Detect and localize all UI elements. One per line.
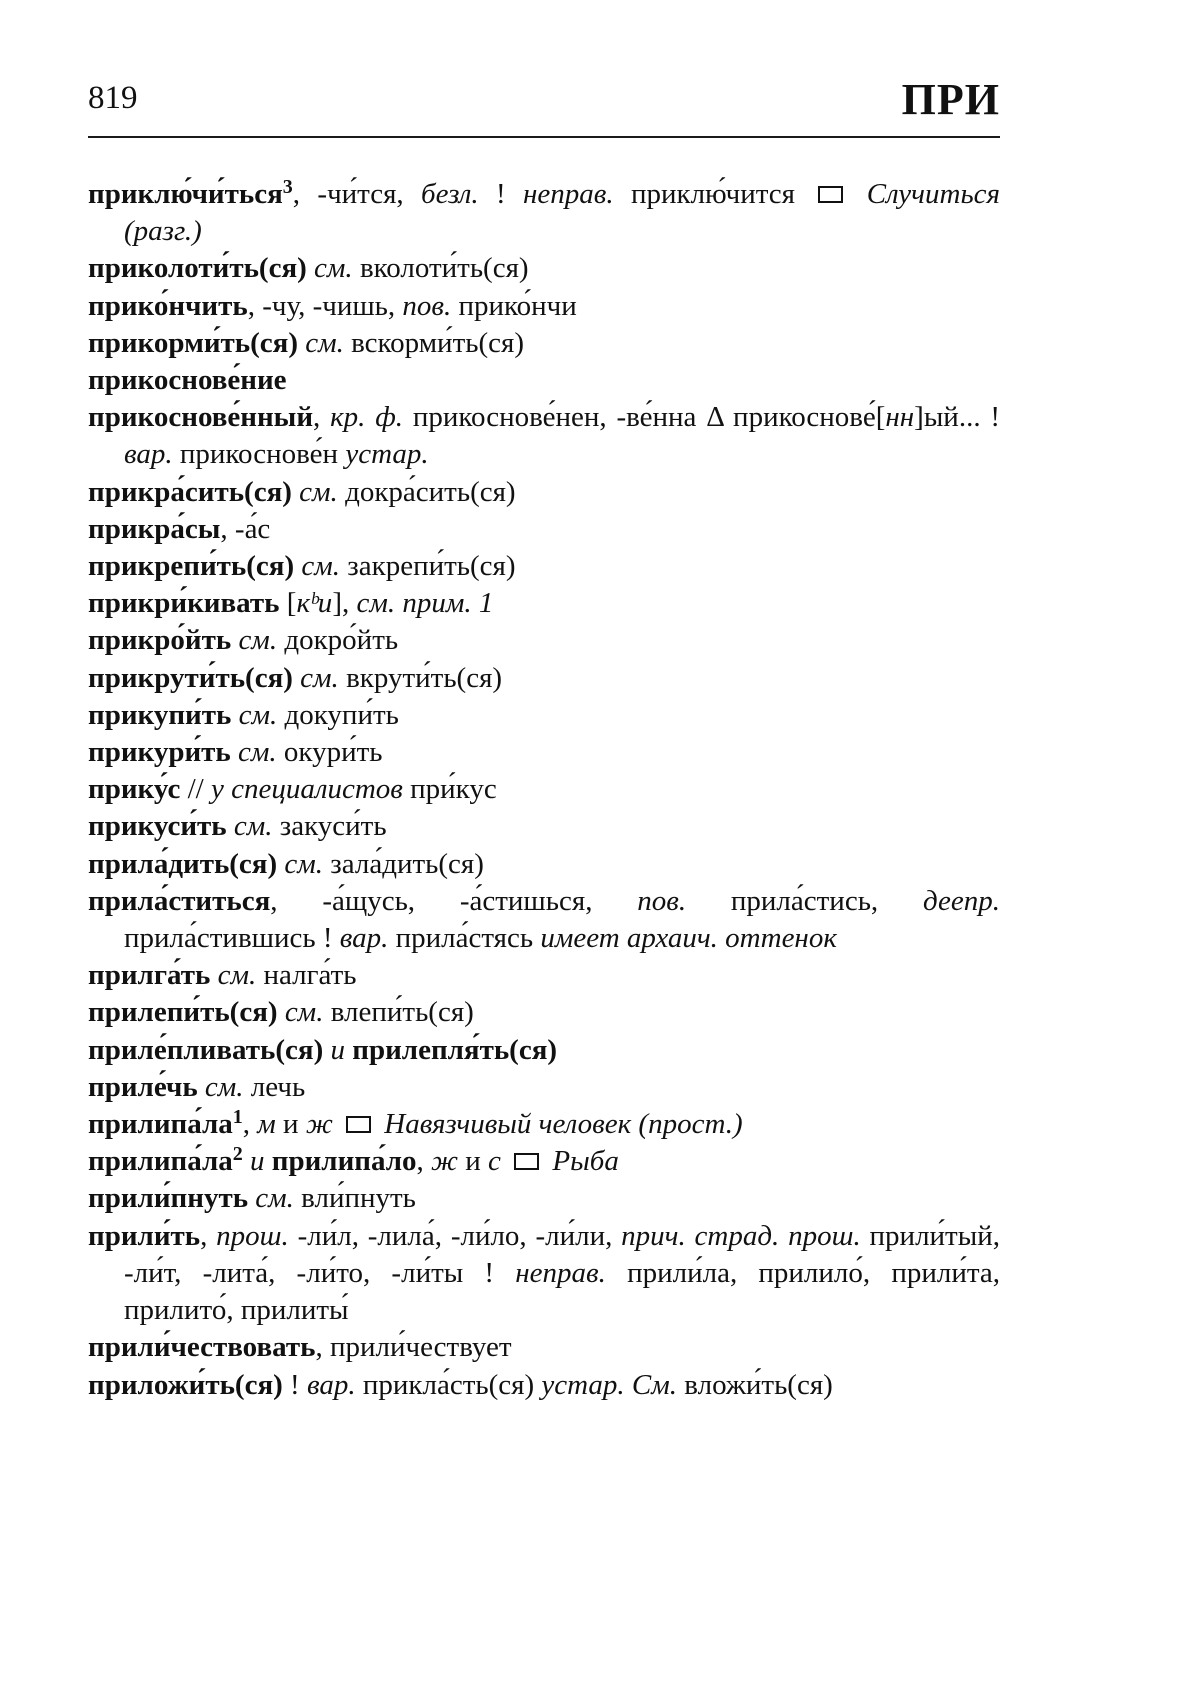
dictionary-entry (88, 362, 1000, 399)
headword: прико́нчить (88, 289, 248, 322)
grammar-note: с (488, 1145, 501, 1178)
entry-text (198, 1071, 205, 1103)
entry-text: закуси́ть (272, 810, 387, 843)
entry-text: и (458, 1145, 489, 1178)
entry-text: зала́дить(ся) (323, 847, 484, 880)
entry-text: ]ый... ! (914, 401, 1001, 434)
dictionary-entry (88, 176, 1000, 250)
headword: приле́пливать(ся) (88, 1033, 324, 1066)
entry-text: прили́ла, прилило́, прили́та, прилито́, прилиты́ (124, 1256, 1001, 1327)
dictionary-entry (88, 808, 1000, 845)
entry-text: -ли́л, -лила́, -ли́ло, -ли́ли, (288, 1219, 622, 1252)
grammar-note: см. (238, 736, 277, 769)
grammar-note: кᵇи (296, 587, 333, 620)
entry-text: закрепи́ть(ся) (340, 550, 516, 583)
entry-text: и (275, 1108, 306, 1141)
page-number: 819 (88, 80, 138, 116)
dictionary-entry (88, 1180, 1000, 1217)
dictionary-entry (88, 1069, 1000, 1106)
entry-text: // (180, 773, 211, 806)
grammar-note: неправ. (515, 1256, 606, 1289)
entry-text (210, 959, 217, 991)
grammar-note: устар. См. (541, 1368, 678, 1401)
grammar-note: прош. (216, 1219, 289, 1252)
grammar-note: и (250, 1145, 265, 1178)
headword: прилга́ть (88, 959, 211, 992)
dictionary-entry (88, 250, 1000, 287)
entry-text: прикоснове́нен, -ве́нна Δ прикоснове́[ (403, 401, 886, 434)
entry-text: докро́йть (277, 624, 399, 657)
headword: прикорми́ть(ся) (88, 326, 298, 359)
entry-text: [ (279, 587, 297, 620)
entry-text: вскорми́ть(ся) (343, 326, 524, 359)
grammar-note: см. (255, 1182, 294, 1215)
entry-text (231, 699, 238, 731)
grammar-note: нн (885, 401, 915, 434)
grammar-note: см. (301, 550, 341, 583)
entry-text (227, 810, 234, 842)
dictionary-entry (88, 288, 1000, 325)
definition-box-icon (514, 1153, 539, 1170)
dictionary-entry (88, 474, 1000, 511)
entry-text: , -чу, -чишь, (247, 289, 403, 322)
headword: прилипа́ло (271, 1145, 417, 1178)
entry-text: прикла́сть(ся) (355, 1368, 542, 1401)
headword: прилипа́ла (88, 1108, 233, 1141)
headword: прикуси́ть (88, 810, 227, 843)
grammar-note: и (330, 1033, 345, 1066)
grammar-note: ж (305, 1108, 333, 1141)
entry-text: , -а́щусь, -а́стишься, (270, 884, 638, 917)
dictionary-entry (88, 1032, 1000, 1069)
entry-text: прила́стившись ! (124, 922, 340, 955)
dictionary-entry (88, 771, 1000, 808)
entry-text: прили́тый, -ли́т, -лита́, -ли́то, -ли́ты ! (124, 1219, 1000, 1289)
grammar-note: см. (217, 959, 257, 992)
headword: приле́чь (88, 1070, 198, 1103)
entry-text: вкрути́ть(ся) (338, 661, 503, 694)
grammar-note: см. (314, 252, 353, 285)
headword: прилепля́ть(ся) (352, 1033, 558, 1066)
running-head: ПРИ (901, 75, 1000, 124)
dictionary-entry (88, 399, 1000, 473)
grammar-note: см. (233, 810, 273, 843)
grammar-note: прич. страд. прош. (621, 1219, 861, 1252)
headword: прилипа́ла (88, 1145, 233, 1178)
entry-text (278, 996, 285, 1028)
headword: прила́ститься (88, 884, 271, 917)
dictionary-entry (88, 994, 1000, 1031)
grammar-note: вар. (306, 1368, 356, 1401)
entry-text: прико́нчи (451, 289, 577, 322)
entry-text (265, 1145, 272, 1177)
entry-text: вли́пнуть (293, 1182, 416, 1215)
entry-text: при́кус (402, 773, 497, 806)
dictionary-entry (88, 1218, 1000, 1330)
headword: прикра́сы (88, 512, 221, 545)
entry-text: окури́ть (276, 736, 383, 769)
dictionary-entry (88, 846, 1000, 883)
entry-text: прила́стясь (388, 922, 541, 955)
entry-text: влепи́ть(ся) (323, 996, 474, 1029)
headword: прикури́ть (88, 736, 231, 769)
entry-text: прикоснове́н (172, 438, 346, 471)
headword: прили́ть (88, 1219, 201, 1252)
definition-box-icon (346, 1116, 371, 1133)
entry-text: , прили́чествует (315, 1331, 512, 1364)
grammar-note: пов. (637, 884, 687, 917)
dictionary-entry (88, 548, 1000, 585)
grammar-note: Навязчивый человек (прост.) (377, 1108, 743, 1141)
grammar-note: ж (431, 1145, 459, 1178)
headword: прикоснове́нный (88, 401, 314, 434)
homonym-index: 3 (282, 176, 293, 198)
headword: прили́пнуть (88, 1182, 249, 1215)
dictionary-entry (88, 883, 1000, 957)
entry-text: , (200, 1219, 217, 1252)
header-rule (88, 136, 1000, 138)
dictionary-entry (88, 511, 1000, 548)
grammar-note: м (257, 1108, 276, 1141)
dictionary-entry (88, 734, 1000, 771)
entry-text (231, 736, 238, 768)
dictionary-entry (88, 622, 1000, 659)
entry-text: , -чи́тся, (292, 178, 422, 210)
grammar-note: см. (284, 996, 324, 1029)
headword: прикро́йть (88, 624, 232, 657)
dictionary-entry (88, 1367, 1000, 1404)
dictionary-entry (88, 660, 1000, 697)
headword: прила́дить(ся) (88, 847, 278, 880)
headword: прилепи́ть(ся) (88, 996, 278, 1029)
grammar-note: вар. (339, 922, 389, 955)
dictionary-entry (88, 585, 1000, 622)
grammar-note: Рыба (545, 1145, 619, 1178)
entry-text: вколоти́ть(ся) (352, 252, 529, 285)
entry-text: ], (332, 587, 357, 620)
dictionary-entry (88, 1329, 1000, 1366)
entry-text (307, 252, 314, 284)
entry-text: , (242, 1108, 258, 1141)
headword: прикупи́ть (88, 698, 232, 731)
grammar-note: см. (238, 698, 278, 731)
grammar-note: см. (299, 475, 338, 508)
headword: приклю́чи́ться (88, 178, 283, 210)
grammar-note: деепр. (922, 884, 1001, 917)
grammar-note: см. прим. 1 (356, 587, 494, 620)
grammar-note: см. (284, 847, 324, 880)
grammar-note: кр. ф. (330, 401, 404, 434)
headword: прили́чествовать (88, 1331, 316, 1364)
grammar-note: см. (305, 326, 344, 359)
entry-text: докупи́ть (277, 698, 399, 731)
homonym-index: 1 (232, 1106, 243, 1129)
grammar-note: безл. (421, 178, 479, 210)
headword: прикра́сить(ся) (88, 475, 292, 508)
entry-text (243, 1145, 250, 1177)
grammar-note: см. (300, 661, 339, 694)
grammar-note: имеет архаич. оттенок (540, 922, 837, 955)
grammar-note: устар. (345, 438, 429, 471)
headword: приколоти́ть(ся) (88, 252, 307, 285)
grammar-note: у специалистов (210, 773, 403, 806)
entry-text: ! (478, 178, 523, 210)
headword: прикрепи́ть(ся) (88, 550, 295, 583)
dictionary-entry (88, 957, 1000, 994)
grammar-note: пов. (402, 289, 452, 322)
page-header (88, 75, 1000, 134)
entry-text (323, 1034, 330, 1066)
dictionary-entry (88, 1143, 1000, 1180)
dictionary-entries (88, 176, 1000, 1404)
grammar-note: см. (204, 1070, 244, 1103)
headword: прикри́кивать (88, 587, 280, 620)
definition-box-icon (818, 186, 843, 203)
entry-text: приклю́чится (613, 178, 813, 210)
grammar-note: Случиться (разг.) (124, 178, 1000, 248)
dictionary-entry (88, 325, 1000, 362)
grammar-note: см. (238, 624, 278, 657)
entry-text (333, 1108, 340, 1140)
entry-text: , -а́с (220, 512, 271, 545)
dictionary-entry (88, 697, 1000, 734)
grammar-note: вар. (124, 438, 173, 471)
homonym-index: 2 (232, 1143, 243, 1166)
entry-text: прила́стись, (686, 884, 923, 917)
headword: прикоснове́ние (88, 364, 287, 397)
entry-text: , (416, 1145, 432, 1178)
entry-text: лечь (243, 1070, 306, 1103)
entry-text: вложи́ть(ся) (677, 1368, 833, 1401)
entry-text: налга́ть (256, 959, 357, 992)
entry-text: ! (282, 1368, 307, 1401)
entry-text (501, 1145, 508, 1177)
grammar-note: неправ. (522, 178, 614, 210)
headword: прикрути́ть(ся) (88, 661, 293, 694)
dictionary-entry (88, 1106, 1000, 1143)
entry-text: , (313, 401, 331, 434)
headword: прику́с (88, 773, 181, 806)
headword: приложи́ть(ся) (88, 1368, 283, 1401)
entry-text: докра́сить(ся) (337, 475, 516, 508)
